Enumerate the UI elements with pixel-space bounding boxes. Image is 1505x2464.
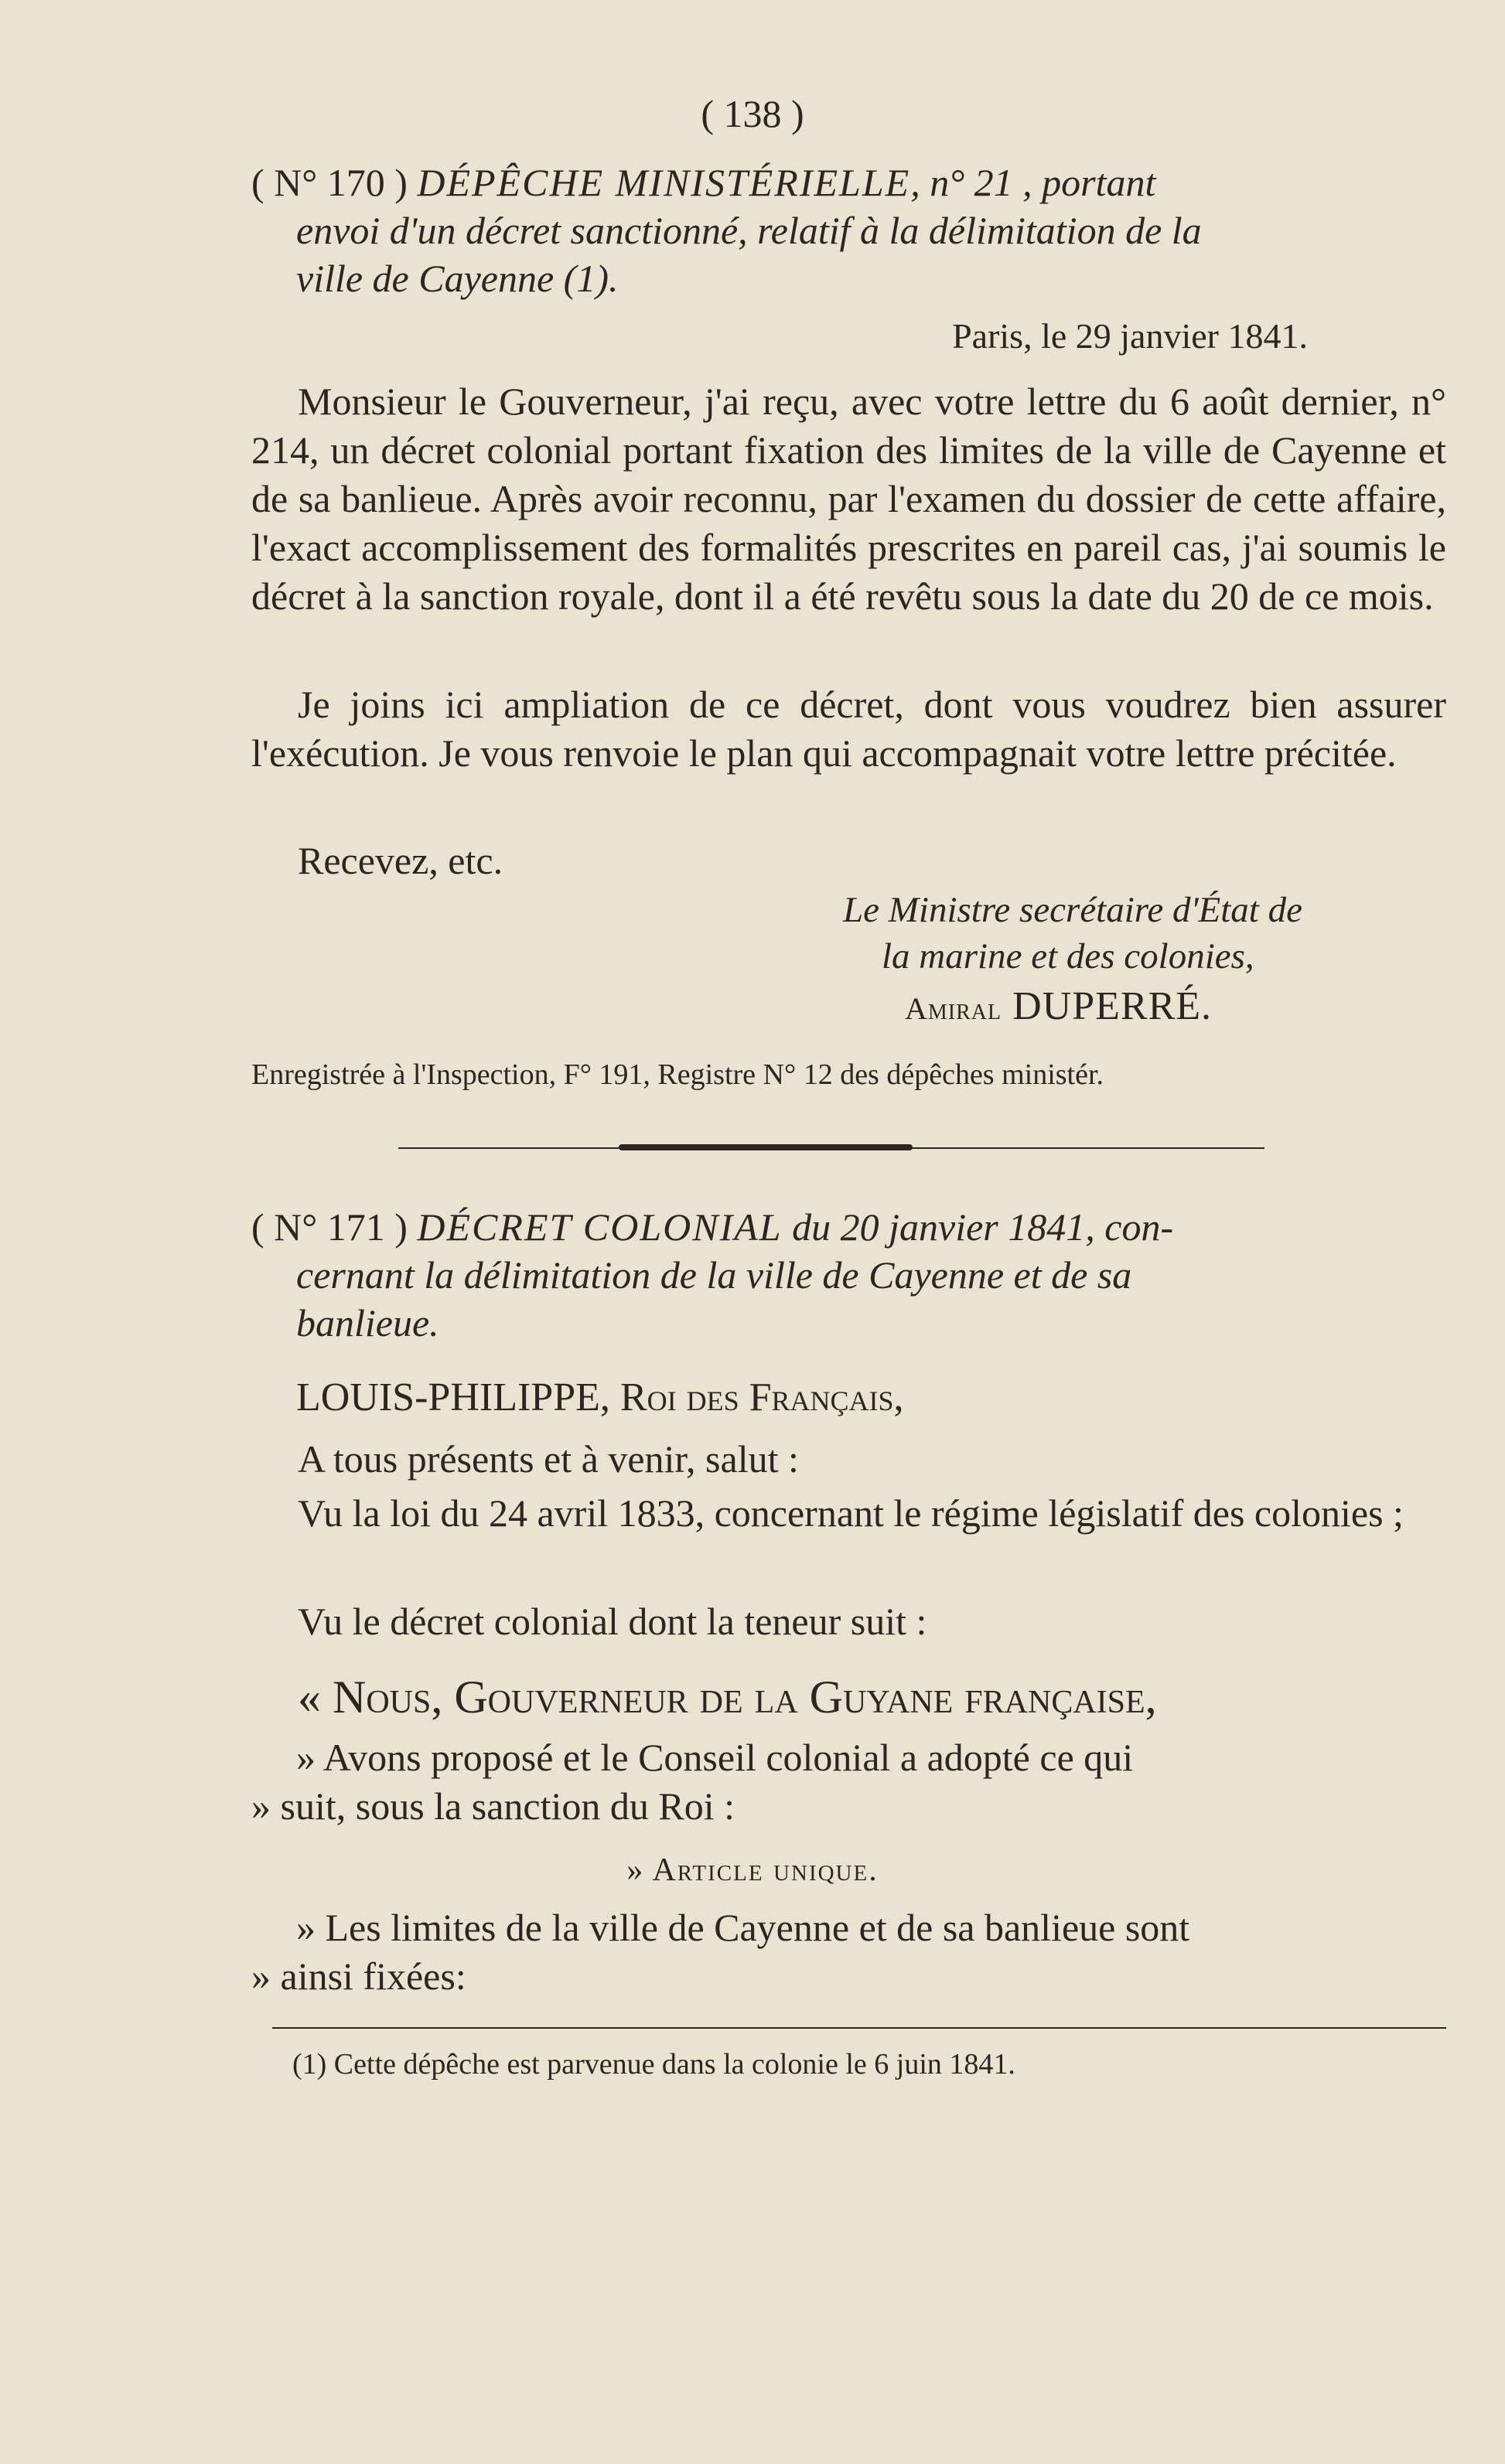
decree-paragraph-6-line2: » ainsi fixées: bbox=[251, 1955, 466, 1998]
decree-title: DÉCRET COLONIAL bbox=[417, 1205, 783, 1249]
king-name: LOUIS-PHILIPPE bbox=[296, 1375, 600, 1419]
king-line bbox=[251, 1373, 1446, 1422]
dispatch-paragraph-3: Recevez, etc. bbox=[298, 839, 503, 882]
dispatch-paragraph-2: Je joins ici ampliation de ce décret, dont vous voudrez bien assurer l'exécution. Je vous renvoie le plan qui accompagnait votre lettre précitée. bbox=[251, 683, 1446, 775]
separator-rule-thick bbox=[619, 1144, 913, 1150]
dispatch-date: Paris, le 29 janvier 1841. bbox=[952, 316, 1308, 356]
dispatch-heading-rest: , n° 21 , portant bbox=[910, 161, 1156, 204]
dispatch-heading bbox=[251, 158, 1446, 302]
decree-paragraph-2: Vu la loi du 24 avril 1833, concernant le régime législatif des colonies ; bbox=[298, 1491, 1404, 1535]
dispatch-paragraph-1: Monsieur le Gouverneur, j'ai reçu, avec votre lettre du 6 août dernier, n° 214, un décret colonial portant fixation des limites de la ville de Cayenne et de sa banlieue. Après avoir reconnu, par l'examen du dossier de cette affaire, l'exact accomplissement des formalités prescrites en pareil cas, j'ai soumis le décret à la sanction royale, dont il a été revêtu sous la date du 20 de ce mois. bbox=[251, 380, 1446, 618]
dispatch-heading-line1 bbox=[251, 158, 1446, 206]
dispatch-heading-line2: envoi d'un décret sanctionné, relatif à la délimitation de la bbox=[296, 209, 1202, 252]
signature-name: DUPERRÉ. bbox=[1012, 984, 1213, 1028]
decree-heading bbox=[251, 1203, 1446, 1347]
king-title: , Roi des Français, bbox=[599, 1375, 904, 1419]
governor-line-text: « Nous, Gouverneur de la Guyane française, bbox=[298, 1672, 1157, 1723]
decree-paragraph-5-line2: » suit, sous la sanction du Roi : bbox=[251, 1784, 735, 1828]
decree-heading-rest: du 20 janvier 1841, con- bbox=[792, 1205, 1174, 1249]
decree-heading-line2: cernant la délimitation de la ville de Cayenne et de sa bbox=[296, 1253, 1132, 1297]
governor-line bbox=[251, 1670, 1446, 1724]
dispatch-title: DÉPÊCHE MINISTÉRIELLE bbox=[417, 161, 911, 204]
page-number: ( 138 ) bbox=[701, 92, 804, 135]
footnote-rule bbox=[272, 2027, 1446, 2029]
decree-paragraph-6-line1: » Les limites de la ville de Cayenne et de sa banlieue sont bbox=[296, 1906, 1190, 1949]
dispatch-number: ( N° 170 ) bbox=[251, 161, 408, 204]
decree-paragraph-1: A tous présents et à venir, salut : bbox=[298, 1437, 799, 1481]
signature-rank: Amiral bbox=[905, 991, 1002, 1026]
decree-paragraph-5-line1: » Avons proposé et le Conseil colonial a adopté ce qui bbox=[296, 1736, 1134, 1779]
footnote: (1) Cette dépêche est parvenue dans la colonie le 6 juin 1841. bbox=[292, 2048, 1015, 2081]
decree-heading-line3: banlieue. bbox=[296, 1301, 439, 1344]
decree-paragraph-3: Vu le décret colonial dont la teneur suit : bbox=[298, 1600, 927, 1643]
article-heading: » Article unique. bbox=[626, 1852, 879, 1888]
signature bbox=[905, 983, 1212, 1029]
dispatch-heading-line3: ville de Cayenne (1). bbox=[296, 257, 619, 300]
decree-heading-line1 bbox=[251, 1203, 1446, 1251]
minister-title-line1: Le Ministre secrétaire d'État de bbox=[843, 890, 1302, 930]
registration-note: Enregistrée à l'Inspection, F° 191, Registre N° 12 des dépêches ministér. bbox=[251, 1058, 1104, 1091]
minister-title-line2: la marine et des colonies, bbox=[882, 936, 1254, 976]
decree-number: ( N° 171 ) bbox=[251, 1205, 408, 1249]
